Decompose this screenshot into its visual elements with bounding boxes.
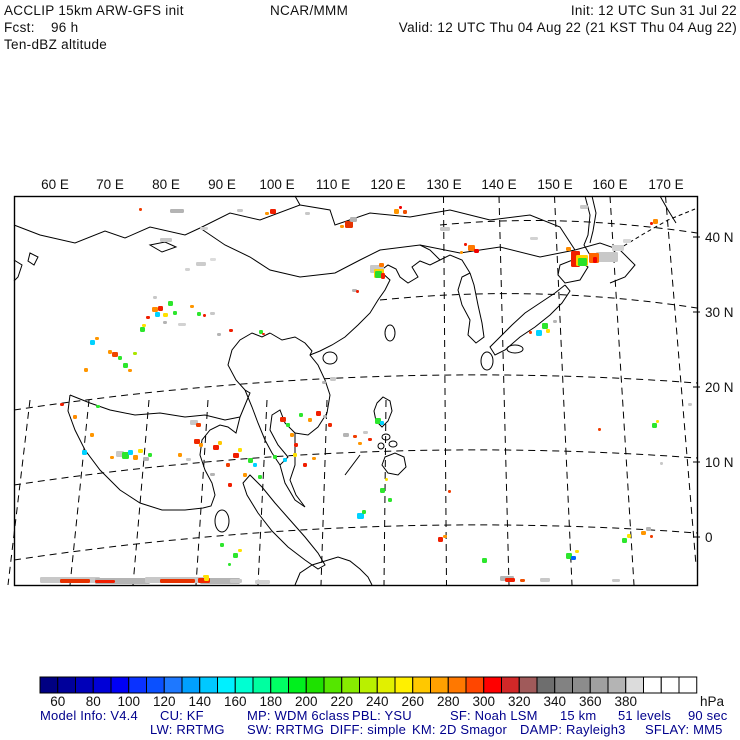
storm-cell — [283, 458, 287, 462]
storm-cell — [343, 433, 349, 437]
model-info-item: SFLAY: MM5 — [645, 722, 723, 737]
storm-cell — [280, 417, 286, 422]
storm-cell — [122, 452, 129, 459]
colorbar-cell — [377, 677, 395, 693]
storm-cell — [243, 473, 247, 477]
storm-cell — [173, 311, 177, 315]
colorbar-cell — [573, 677, 591, 693]
storm-cell — [204, 577, 209, 581]
colorbar-tick-label: 100 — [117, 694, 141, 709]
storm-cell — [656, 420, 659, 423]
storm-cell — [293, 453, 297, 457]
storm-cell — [578, 258, 587, 266]
storm-cell — [529, 331, 532, 334]
map-canvas — [0, 165, 740, 600]
storm-cell — [596, 252, 618, 262]
storm-cell — [160, 579, 195, 583]
storm-cell — [186, 458, 191, 461]
storm-cell — [168, 301, 173, 306]
storm-cell — [353, 435, 357, 438]
storm-cell — [220, 543, 224, 547]
storm-cell — [653, 219, 658, 224]
center-name: NCAR/MMM — [270, 3, 349, 18]
storm-cell — [217, 333, 221, 336]
storm-cell — [328, 423, 332, 427]
colorbar-cell — [289, 677, 307, 693]
colorbar-cell — [608, 677, 626, 693]
storm-cell — [139, 208, 142, 211]
storm-cell — [196, 423, 201, 427]
storm-cell — [178, 453, 182, 457]
colorbar-tick-label: 220 — [330, 694, 354, 709]
storm-cell — [142, 324, 146, 327]
storm-cell — [255, 580, 270, 584]
storm-cell — [108, 350, 112, 354]
storm-cell — [213, 445, 219, 450]
storm-cell — [233, 553, 238, 558]
lon-label: 100 E — [259, 177, 295, 192]
storm-cell — [593, 257, 597, 263]
storm-cell — [368, 438, 372, 441]
storm-cell — [133, 352, 137, 355]
storm-cell — [248, 458, 253, 463]
storm-cell — [210, 312, 215, 315]
storm-cell — [273, 455, 277, 459]
colorbar-cell — [93, 677, 111, 693]
colorbar-cell — [324, 677, 342, 693]
storm-cell — [228, 483, 232, 487]
storm-cell — [290, 433, 294, 437]
storm-cell — [350, 217, 357, 222]
storm-cell — [580, 205, 588, 209]
storm-cell — [650, 535, 653, 538]
storm-cell — [650, 222, 653, 225]
latitude-ticks — [693, 237, 700, 537]
storm-cell — [185, 268, 190, 271]
storm-cell — [622, 538, 627, 543]
storm-cell — [575, 550, 579, 553]
storm-cell — [627, 534, 631, 538]
storm-cell — [95, 580, 115, 583]
model-info-item: SF: Noah LSM — [450, 708, 538, 723]
longitude-axis — [41, 177, 684, 192]
colorbar-cell — [164, 677, 182, 693]
storm-cell — [571, 556, 576, 560]
storm-cell — [253, 463, 257, 467]
storm-cell — [210, 258, 216, 261]
storm-cell — [90, 433, 94, 437]
storm-cell — [197, 312, 201, 316]
storm-cell — [312, 457, 316, 460]
latitude-axis — [705, 230, 734, 545]
storm-cell — [210, 473, 215, 476]
storm-cell — [540, 578, 550, 582]
storm-cell — [566, 247, 571, 251]
storm-cell — [345, 221, 353, 228]
storm-cell — [438, 537, 443, 542]
storm-cell — [340, 225, 344, 228]
storm-cell — [299, 413, 303, 417]
storm-cell — [460, 251, 463, 254]
colorbar-ticks — [50, 694, 637, 709]
colorbar-cell — [626, 677, 644, 693]
storm-cell — [262, 333, 265, 335]
colorbar-cell — [590, 677, 608, 693]
colorbar-cell — [395, 677, 413, 693]
colorbar-tick-label: 240 — [365, 694, 389, 709]
storm-cell — [199, 443, 203, 447]
colorbar-tick-label: 320 — [507, 694, 531, 709]
storm-cell — [294, 443, 298, 447]
storm-cell — [380, 421, 384, 425]
storm-cell — [110, 456, 114, 459]
storm-cell — [158, 306, 163, 311]
storm-cell — [308, 418, 312, 422]
storm-cell — [265, 212, 269, 215]
colorbar-tick-label: 300 — [472, 694, 496, 709]
colorbar-cell — [182, 677, 200, 693]
storm-cell — [399, 206, 402, 209]
lat-label: 10 N — [705, 455, 734, 470]
colorbar-cell — [111, 677, 129, 693]
colorbar-cell — [537, 677, 555, 693]
colorbar-cell — [58, 677, 76, 693]
storm-cell — [612, 579, 620, 582]
storm-cell — [82, 450, 87, 455]
lat-label: 20 N — [705, 380, 734, 395]
storm-cell — [238, 448, 242, 452]
colorbar-cell — [661, 677, 679, 693]
storm-cell — [356, 290, 359, 293]
colorbar-cell — [360, 677, 378, 693]
colorbar-tick-label: 360 — [578, 694, 602, 709]
storm-cell — [218, 441, 222, 445]
storm-cell — [394, 209, 399, 214]
storm-cell — [148, 453, 152, 457]
storm-cell — [152, 307, 158, 312]
storm-cell — [381, 273, 385, 279]
storm-cell — [226, 463, 230, 467]
storm-cell — [530, 237, 538, 240]
storm-cell — [375, 271, 382, 278]
model-info-item: CU: KF — [160, 708, 204, 723]
storm-cell — [258, 475, 262, 479]
model-info-item: 90 sec — [688, 708, 728, 723]
colorbar-tick-label: 160 — [223, 694, 247, 709]
storm-cell — [238, 549, 242, 552]
storm-cell — [286, 423, 290, 427]
storm-cell — [330, 377, 336, 381]
colorbar-cell — [253, 677, 271, 693]
storm-cell — [482, 558, 487, 563]
storm-cell — [322, 381, 326, 384]
colorbar-cells — [40, 677, 697, 693]
forecast-hour: Fcst: 96 h — [4, 20, 79, 35]
colorbar-cell — [679, 677, 697, 693]
model-title: ACCLIP 15km ARW-GFS init — [4, 3, 184, 18]
storm-cell — [641, 531, 646, 535]
storm-cell — [652, 423, 657, 428]
storm-cell — [305, 212, 310, 215]
storm-cell — [163, 321, 167, 324]
storm-cell — [229, 329, 233, 332]
storm-cell — [623, 239, 631, 243]
colorbar-cell — [448, 677, 466, 693]
storm-cell — [646, 527, 651, 531]
colorbar-tick-label: 140 — [188, 694, 212, 709]
storm-cell — [60, 579, 90, 583]
lat-label: 40 N — [705, 230, 734, 245]
storm-cell — [688, 403, 692, 406]
colorbar-tick-label: 260 — [401, 694, 425, 709]
storm-cell — [474, 249, 479, 253]
colorbar-cell — [129, 677, 147, 693]
storm-cell — [468, 245, 475, 251]
storm-cell — [153, 296, 157, 299]
storm-cell — [138, 449, 143, 453]
storm-cell — [178, 323, 186, 326]
lat-label: 30 N — [705, 305, 734, 320]
storm-cell — [160, 238, 172, 242]
storm-cell — [163, 313, 168, 317]
colorbar-unit: hPa — [700, 694, 725, 709]
storm-cell — [90, 340, 95, 345]
storm-cell — [520, 579, 525, 582]
lon-label: 90 E — [208, 177, 236, 192]
storm-cell — [379, 263, 384, 267]
storm-cell — [190, 305, 194, 308]
storm-cell — [612, 245, 624, 251]
storm-cell — [194, 439, 200, 444]
colorbar-cell — [306, 677, 324, 693]
model-info-item: KM: 2D Smagor — [412, 722, 508, 737]
storm-cell — [128, 450, 133, 455]
lat-label: 0 — [705, 530, 713, 545]
model-info-item: DAMP: Rayleigh3 — [520, 722, 626, 737]
lon-label: 110 E — [315, 177, 351, 192]
storm-cell — [128, 369, 132, 372]
storm-cell — [403, 210, 407, 214]
colorbar-cell — [413, 677, 431, 693]
colorbar-cell — [484, 677, 502, 693]
lon-label: 160 E — [592, 177, 628, 192]
colorbar-cell — [147, 677, 165, 693]
storm-cell — [440, 227, 450, 231]
model-info-item: 51 levels — [618, 708, 672, 723]
storm-cell — [123, 363, 128, 368]
storm-cell — [237, 209, 243, 212]
storm-cell — [228, 563, 231, 566]
storm-cell — [118, 356, 122, 360]
colorbar-cell — [555, 677, 573, 693]
storm-cell — [196, 262, 206, 266]
storm-cell — [358, 442, 362, 445]
storm-cell — [270, 209, 276, 214]
model-info-item: Model Info: V4.4 — [40, 708, 138, 723]
storm-cell — [73, 415, 77, 419]
colorbar-tick-label: 200 — [294, 694, 318, 709]
model-info-item: SW: RRTMG — [247, 722, 325, 737]
lon-label: 140 E — [481, 177, 517, 192]
storm-cell — [546, 329, 550, 333]
storm-cell — [443, 535, 447, 538]
colorbar-cell — [200, 677, 218, 693]
product-name: Ten-dBZ altitude — [4, 37, 108, 52]
storm-cell — [155, 312, 160, 317]
colorbar-tick-label: 340 — [543, 694, 567, 709]
storm-cell — [542, 323, 548, 329]
lon-label: 130 E — [426, 177, 462, 192]
storm-cell — [143, 457, 149, 461]
colorbar-cell — [235, 677, 253, 693]
storm-cell — [95, 337, 99, 340]
storm-cell — [230, 579, 242, 583]
colorbar-cell — [644, 677, 662, 693]
storm-cell — [200, 227, 208, 230]
storm-cell — [323, 415, 327, 418]
colorbar-tick-label: 280 — [436, 694, 460, 709]
storm-cell — [84, 368, 88, 372]
colorbar-tick-label: 120 — [152, 694, 176, 709]
colorbar-cell — [519, 677, 537, 693]
model-info-item: MP: WDM 6class — [247, 708, 350, 723]
model-info-item: LW: RRTMG — [150, 722, 225, 737]
storm-cell — [316, 411, 321, 416]
colorbar-cell — [502, 677, 520, 693]
storm-cell — [60, 403, 64, 406]
storm-cell — [303, 463, 307, 467]
colorbar-cell — [431, 677, 449, 693]
lon-label: 60 E — [41, 177, 69, 192]
storm-cell — [505, 578, 515, 582]
colorbar-cell — [466, 677, 484, 693]
storm-cell — [598, 428, 601, 431]
colorbar-cell — [218, 677, 236, 693]
valid-time: Valid: 12 UTC Thu 04 Aug 22 (21 KST Thu 04 Aug 22) — [398, 20, 737, 35]
colorbar-tick-label: 60 — [50, 694, 66, 709]
storm-cell — [203, 314, 206, 317]
storm-cell — [536, 330, 542, 336]
lon-label: 70 E — [96, 177, 124, 192]
storm-cell — [660, 462, 663, 465]
storm-cell — [464, 243, 467, 246]
storm-cell — [363, 431, 368, 434]
storm-cell — [170, 209, 184, 213]
storm-cell — [448, 490, 451, 493]
lon-label: 150 E — [537, 177, 573, 192]
colorbar-cell — [342, 677, 360, 693]
storm-cell — [133, 455, 138, 460]
storm-cell — [362, 510, 366, 514]
storm-cell — [553, 320, 557, 323]
lon-label: 120 E — [370, 177, 406, 192]
colorbar-tick-label: 380 — [614, 694, 638, 709]
storm-cell — [140, 327, 145, 332]
init-time: Init: 12 UTC Sun 31 Jul 22 — [570, 3, 737, 18]
storm-cell — [388, 498, 392, 502]
model-info-item: PBL: YSU — [352, 708, 412, 723]
colorbar-cell — [271, 677, 289, 693]
storm-cell — [380, 488, 385, 493]
storm-cell — [385, 478, 388, 481]
model-info-item: 15 km — [560, 708, 597, 723]
lon-label: 170 E — [648, 177, 684, 192]
colorbar-cell — [76, 677, 94, 693]
storm-cell — [233, 453, 239, 458]
model-info-item: DIFF: simple — [330, 722, 407, 737]
storm-cell — [146, 316, 150, 319]
colorbar-cell — [40, 677, 58, 693]
colorbar-tick-label: 180 — [259, 694, 283, 709]
colorbar-tick-label: 80 — [85, 694, 101, 709]
storm-cell — [112, 352, 118, 357]
lon-label: 80 E — [152, 177, 180, 192]
storm-cell — [96, 405, 100, 408]
